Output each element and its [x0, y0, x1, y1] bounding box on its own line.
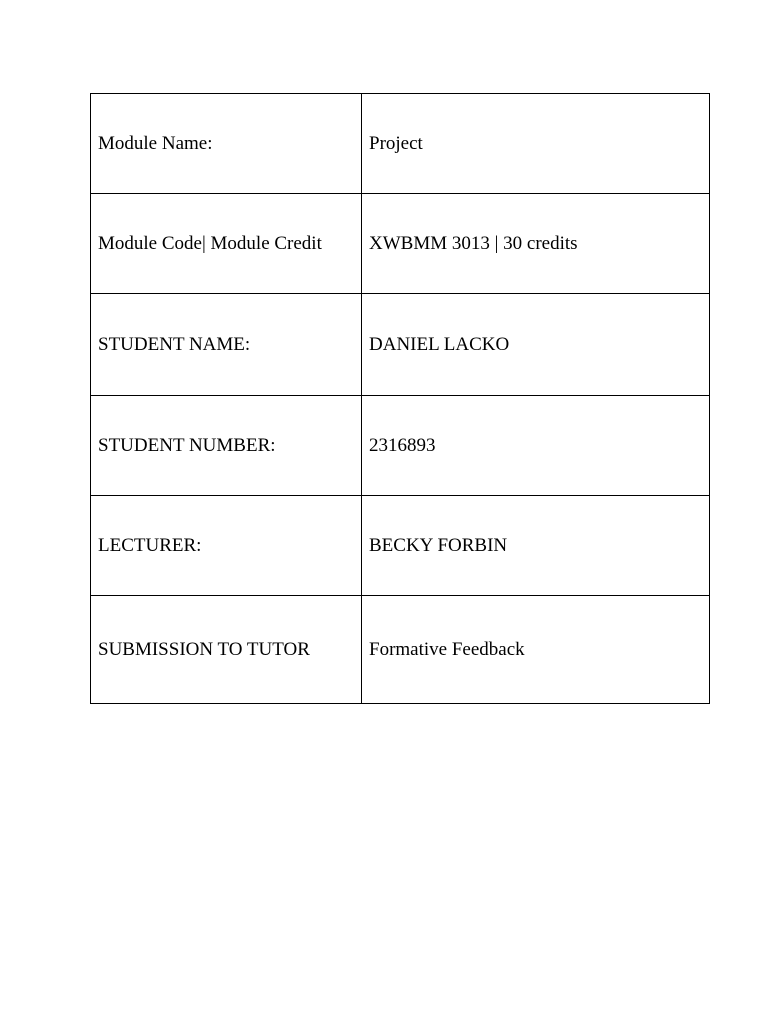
table-row-module-code: [91, 194, 710, 294]
module-code-label: Module Code| Module Credit: [91, 194, 362, 294]
student-name-value: DANIEL LACKO: [362, 294, 710, 396]
cover-info-table: [90, 93, 710, 704]
student-number-label: STUDENT NUMBER:: [91, 396, 362, 496]
table-row-student-number: [91, 396, 710, 496]
lecturer-value: BECKY FORBIN: [362, 496, 710, 596]
submission-value: Formative Feedback: [362, 596, 710, 704]
submission-label: SUBMISSION TO TUTOR: [91, 596, 362, 704]
module-name-label: Module Name:: [91, 94, 362, 194]
table-row-submission: [91, 596, 710, 704]
table-row-module-name: [91, 94, 710, 194]
table-row-lecturer: [91, 496, 710, 596]
student-name-label: STUDENT NAME:: [91, 294, 362, 396]
module-code-value: XWBMM 3013 | 30 credits: [362, 194, 710, 294]
lecturer-label: LECTURER:: [91, 496, 362, 596]
student-number-value: 2316893: [362, 396, 710, 496]
module-name-value: Project: [362, 94, 710, 194]
table-row-student-name: [91, 294, 710, 396]
